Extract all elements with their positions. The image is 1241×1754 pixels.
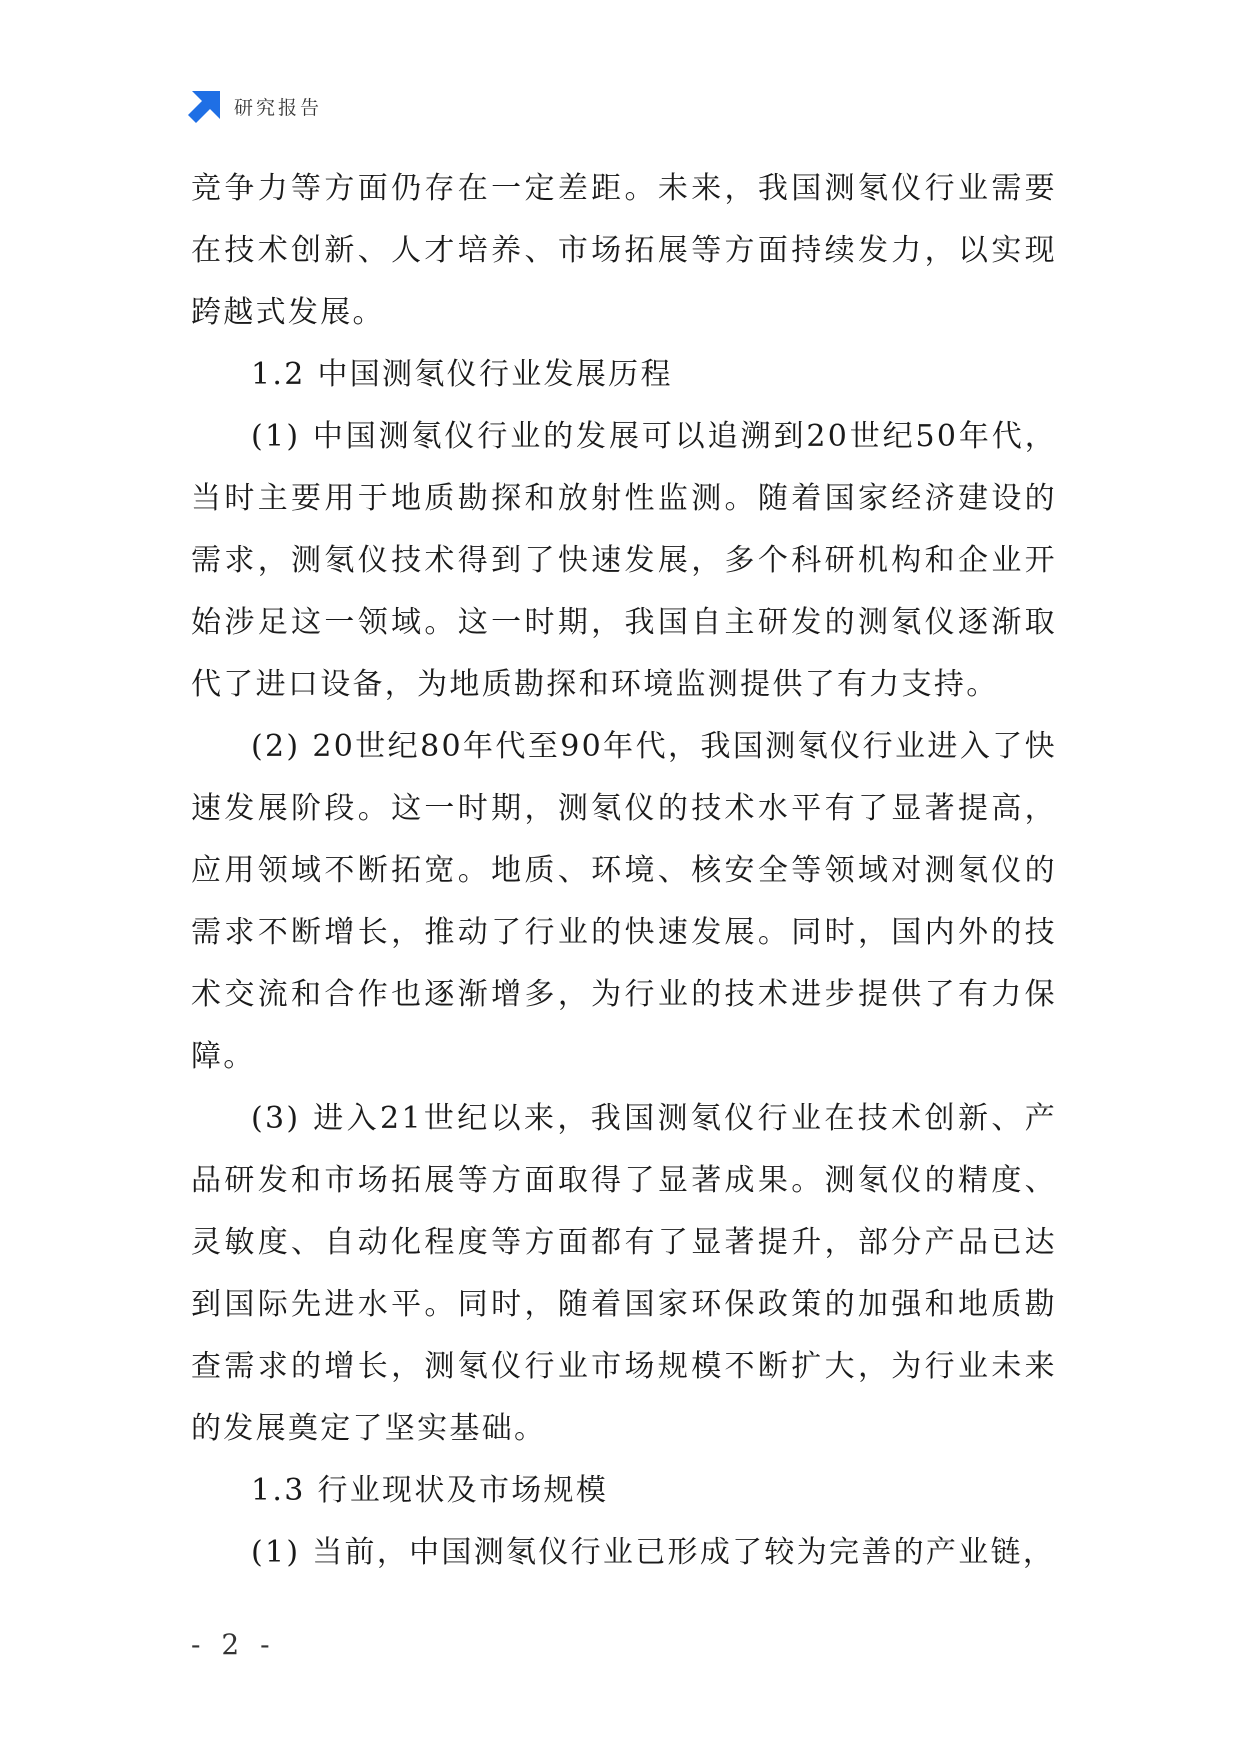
document-body: [191, 158, 1057, 1584]
section-heading-1-2: 1.2 中国测氡仪行业发展历程: [251, 357, 673, 392]
page-number: - 2 -: [191, 1628, 276, 1661]
section-heading-1-3: 1.3 行业现状及市场规模: [251, 1473, 609, 1508]
arrow-up-right-icon: [188, 89, 222, 123]
paragraph-1-2-2: (2) 20世纪80年代至90年代，我国测氡仪行业进入了快速发展阶段。这一时期，测氡仪的技术水平有了显著提高，应用领域不断拓宽。地质、环境、核安全等领域对测氡仪的需求不断增长，推动了行业的快速发展。同时，国内外的技术交流和合作也逐渐增多，为行业的技术进步提供了有力保障。: [191, 729, 1057, 1074]
paragraph-continued: 竞争力等方面仍存在一定差距。未来，我国测氡仪行业需要在技术创新、人才培养、市场拓展等方面持续发力，以实现跨越式发展。: [191, 171, 1057, 330]
page-header: [188, 88, 322, 124]
paragraph-1-2-1: (1) 中国测氡仪行业的发展可以追溯到20世纪50年代，当时主要用于地质勘探和放射性监测。随着国家经济建设的需求，测氡仪技术得到了快速发展，多个科研机构和企业开始涉足这一领域。这一时期，我国自主研发的测氡仪逐渐取代了进口设备，为地质勘探和环境监测提供了有力支持。: [191, 419, 1057, 702]
paragraph-1-2-3: (3) 进入21世纪以来，我国测氡仪行业在技术创新、产品研发和市场拓展等方面取得了显著成果。测氡仪的精度、灵敏度、自动化程度等方面都有了显著提升，部分产品已达到国际先进水平。同时，随着国家环保政策的加强和地质勘查需求的增长，测氡仪行业市场规模不断扩大，为行业未来的发展奠定了坚实基础。: [191, 1101, 1057, 1446]
paragraph-1-3-1: (1) 当前，中国测氡仪行业已形成了较为完善的产业链，: [251, 1535, 1056, 1570]
header-title: 研究报告: [234, 96, 323, 119]
